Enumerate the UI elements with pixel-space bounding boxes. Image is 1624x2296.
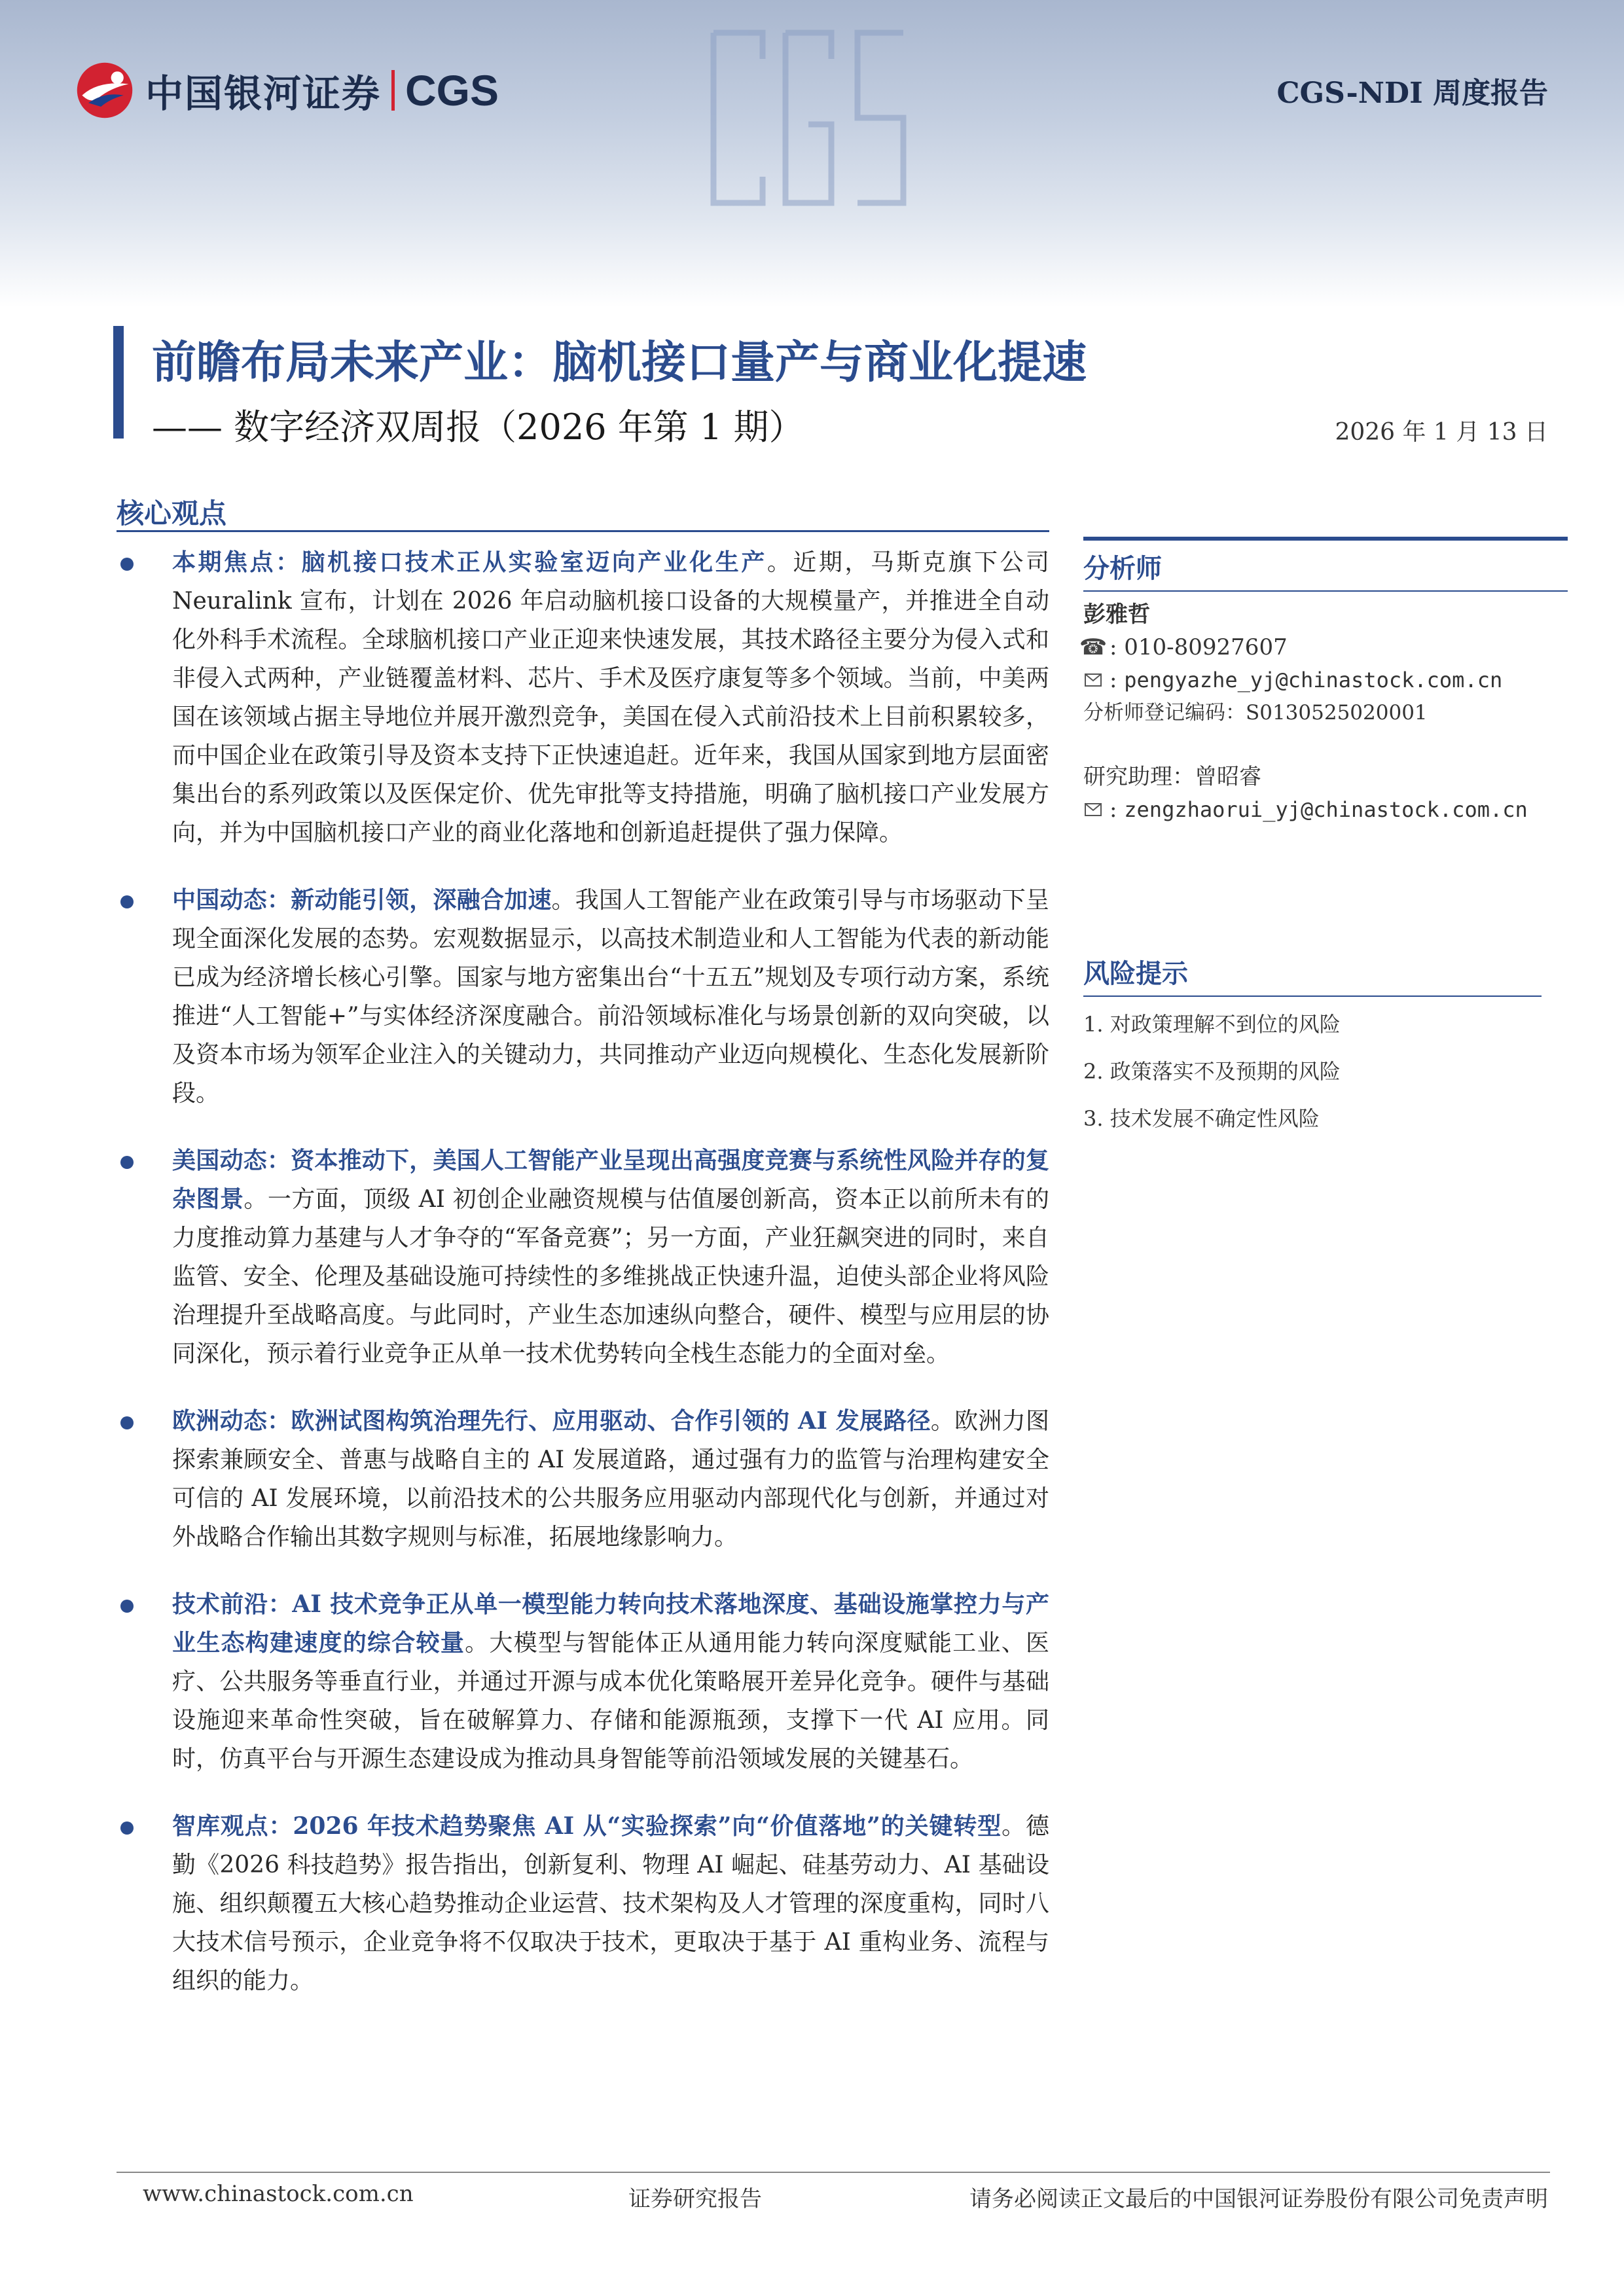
footer-rule	[117, 2172, 1550, 2173]
bullet-body: 。近期，马斯克旗下公司 Neuralink 宣布，计划在 2026 年启动脑机接口设备的大规模量产，并推进全自动化外科手术流程。全球脑机接口产业正迎来快速发展，其技术路径主要分为侵入式和非侵入式两种，产业链覆盖材料、芯片、手术及医疗康复等多个领域。当前，中美两国在该领域占据主导地位并展开激烈竞争，美国在侵入式前沿技术上目前积累较多，而中国企业在政策引导及资本支持下正快速追赶。近年来，我国从国家到地方层面密集出台的系列政策以及医保定价、优先审批等支持措施，明确了脑机接口产业发展方向，并为中国脑机接口产业的商业化落地和创新追赶提供了强力保障。	[172, 549, 1049, 846]
bullet-item	[117, 1807, 1049, 2000]
envelope-icon	[1083, 673, 1103, 687]
bullet-body: 。我国人工智能产业在政策引导与市场驱动下呈现全面深化发展的态势。宏观数据显示，以高技术制造业和人工智能为代表的新动能已成为经济增长核心引擎。国家与地方密集出台“十五五”规划及专项行动方案，系统推进“人工智能+”与实体经济深度融合。前沿领域标准化与场景创新的双向突破，以及资本市场为领军企业注入的关键动力，共同推动产业迈向规模化、生态化发展新阶段。	[172, 887, 1049, 1107]
bullet-item	[117, 1585, 1049, 1778]
analyst-email-row	[1083, 664, 1568, 696]
envelope-icon	[1083, 803, 1103, 816]
analyst-phone-row	[1079, 631, 1568, 664]
analyst-phone: 010-80927607	[1124, 634, 1288, 660]
section-divider	[117, 530, 1049, 532]
report-subtitle: —— 数字经济双周报（2026 年第 1 期）	[152, 406, 804, 448]
cgs-logo-icon	[73, 59, 136, 122]
bullet-paragraph	[172, 1585, 1049, 1778]
bullet-paragraph	[172, 1807, 1049, 2000]
cgs-watermark-graphic	[700, 20, 916, 216]
analyst-panel	[1079, 547, 1568, 826]
analyst-heading: 分析师	[1083, 553, 1162, 584]
analyst-name: 彭雅哲	[1083, 601, 1150, 628]
bullet-paragraph	[172, 543, 1049, 852]
bullet-item	[117, 543, 1049, 852]
bullet-dot-icon	[120, 1416, 134, 1429]
bullet-body: 。一方面，顶级 AI 初创企业融资规模与估值屡创新高，资本正以前所未有的力度推动算力基建与人才争夺的“军备竞赛”；另一方面，产业狂飙突进的同时，来自监管、安全、伦理及基础设施可持续性的多维挑战正快速升温，迫使头部企业将风险治理提升至战略高度。与此同时，产业生态加速纵向整合，硬件、模型与应用层的协同深化，预示着行业竞争正从单一技术优势转向全栈生态能力的全面对垒。	[172, 1186, 1049, 1367]
bullet-body: 。大模型与智能体正从通用能力转向深度赋能工业、医疗、公共服务等垂直行业，并通过开源与成本优化策略展开差异化竞争。硬件与基础设施迎来革命性突破，旨在破解算力、存储和能源瓶颈，支撑下一代 AI 应用。同时，仿真平台与开源生态建设成为推动具身智能等前沿领域发展的关键基石。	[172, 1630, 1049, 1772]
spacer	[1083, 729, 1568, 761]
bullet-body: 。德勤《2026 科技趋势》报告指出，创新复利、物理 AI 崛起、硅基劳动力、AI 基础设施、组织颠覆五大核心趋势推动企业运营、技术架构及人才管理的深度重构，同时八大技术信号预示，企业竞争将不仅取决于技术，更取决于基于 AI 重构业务、流程与组织的能力。	[172, 1813, 1049, 1994]
bullet-paragraph	[172, 1402, 1049, 1556]
report-date: 2026 年 1 月 13 日	[1335, 419, 1548, 446]
section-title-core-views: 核心观点	[117, 497, 227, 529]
bullet-item	[117, 881, 1049, 1113]
bullet-dot-icon	[120, 558, 134, 571]
core-views-list	[117, 543, 1049, 2029]
bullet-highlight: 本期焦点：脑机接口技术正从实验室迈向产业化生产	[172, 548, 767, 576]
analyst-registration: 分析师登记编码：S0130525020001	[1083, 701, 1428, 725]
analyst-email[interactable]: pengyazhe_yj@chinastock.com.cn	[1124, 668, 1503, 692]
footer-website[interactable]: www.chinastock.com.cn	[143, 2181, 414, 2207]
bullet-highlight: 美国动态：资本推动下，美国人工智能产业呈现出高强度竞赛与系统性风险并存的复杂图景	[172, 1147, 1049, 1213]
assistant-email-row	[1083, 793, 1568, 826]
analyst-heading-rule	[1083, 590, 1568, 592]
risk-heading: 风险提示	[1083, 958, 1188, 989]
assistant-name: 研究助理：曾昭睿	[1083, 764, 1261, 790]
title-accent-bar	[113, 326, 124, 439]
risk-item: 2. 政策落实不及预期的风险	[1083, 1059, 1341, 1084]
bullet-dot-icon	[120, 1156, 134, 1169]
phone-colon: :	[1110, 634, 1125, 660]
report-type-label: CGS-NDI 周度报告	[1276, 77, 1548, 110]
bullet-dot-icon	[120, 895, 134, 908]
bullet-paragraph	[172, 1141, 1049, 1373]
brand-name-en: CGS	[405, 66, 499, 115]
risk-panel	[1083, 952, 1542, 1142]
risk-item: 3. 技术发展不确定性风险	[1083, 1106, 1320, 1131]
bullet-highlight: 技术前沿：AI 技术竞争正从单一模型能力转向技术落地深度、基础设施掌控力与产业生态构建速度的综合较量	[172, 1590, 1049, 1657]
sidebar-top-rule	[1083, 537, 1568, 541]
risk-item: 1. 对政策理解不到位的风险	[1083, 1012, 1341, 1037]
footer-disclaimer: 请务必阅读正文最后的中国银河证券股份有限公司免责声明	[969, 2186, 1548, 2212]
bullet-item	[117, 1402, 1049, 1556]
bullet-highlight: 中国动态：新动能引领，深融合加速	[172, 886, 552, 914]
bullet-highlight: 欧洲动态：欧洲试图构筑治理先行、应用驱动、合作引领的 AI 发展路径	[172, 1407, 931, 1435]
report-title: 前瞻布局未来产业：脑机接口量产与商业化提速	[152, 336, 1087, 389]
bullet-paragraph	[172, 881, 1049, 1113]
phone-icon: ☎	[1079, 634, 1108, 660]
logo-divider	[391, 70, 395, 111]
bullet-dot-icon	[120, 1600, 134, 1613]
brand-name-cn: 中国银河证券	[145, 71, 382, 116]
bullet-item	[117, 1141, 1049, 1373]
risk-heading-rule	[1083, 996, 1542, 997]
bullet-highlight: 智库观点：2026 年技术趋势聚焦 AI 从“实验探索”向“价值落地”的关键转型	[172, 1812, 1002, 1840]
bullet-dot-icon	[120, 1821, 134, 1835]
assistant-email[interactable]: zengzhaorui_yj@chinastock.com.cn	[1124, 797, 1528, 822]
footer-doc-type: 证券研究报告	[628, 2186, 762, 2212]
bullet-body: 。欧洲力图探索兼顾安全、普惠与战略自主的 AI 发展道路，通过强有力的监管与治理构建安全可信的 AI 发展环境，以前沿技术的公共服务应用驱动内部现代化与创新，并通过对外战略合作输出其数字规则与标准，拓展地缘影响力。	[172, 1408, 1049, 1551]
brand-logo	[73, 58, 499, 123]
email-colon: :	[1110, 667, 1125, 693]
email-colon: :	[1110, 797, 1125, 823]
